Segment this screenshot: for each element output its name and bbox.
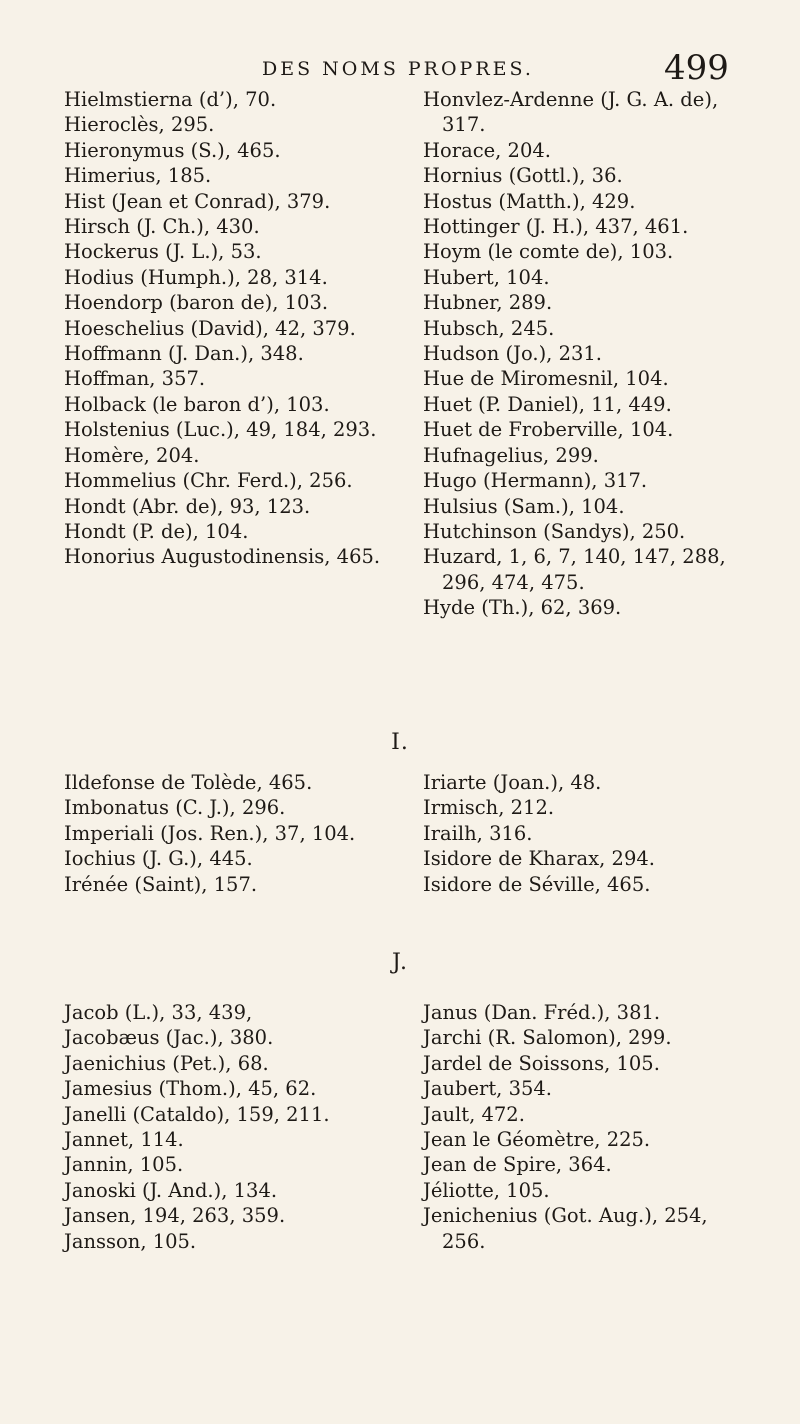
index-entry: Jéliotte, 105.: [423, 1178, 550, 1202]
section-i-left-column: [64, 770, 394, 897]
index-entry: Irailh, 316.: [423, 821, 533, 845]
index-entry: Irénée (Saint), 157.: [64, 872, 258, 896]
index-entry: Hubsch, 245.: [423, 316, 555, 340]
index-entry: Hulsius (Sam.), 104.: [423, 494, 625, 518]
index-entry: Hieronymus (S.), 465.: [64, 138, 281, 162]
index-entry: Iriarte (Joan.), 48.: [423, 771, 602, 794]
index-entry: Holstenius (Luc.), 49, 184, 293.: [64, 418, 377, 442]
index-entry: Janus (Dan. Fréd.), 381.: [423, 1001, 661, 1024]
index-entry: Hoendorp (baron de), 103.: [64, 291, 329, 315]
index-entry: Hieroclès, 295.: [64, 113, 215, 137]
index-entry: Isidore de Kharax, 294.: [423, 847, 655, 871]
index-entry: Jacobæus (Jac.), 380.: [64, 1026, 274, 1050]
index-entry: Jannet, 114.: [64, 1128, 184, 1152]
section-h-right-column: [423, 87, 753, 621]
index-entry: Jardel de Soissons, 105.: [423, 1051, 660, 1075]
index-entry: Jean le Géomètre, 225.: [423, 1128, 651, 1152]
index-entry: Jault, 472.: [423, 1102, 525, 1126]
index-entry: Isidore de Séville, 465.: [423, 872, 651, 896]
index-entry: Hist (Jean et Conrad), 379.: [64, 189, 331, 213]
index-entry: Jarchi (R. Salomon), 299.: [423, 1026, 672, 1050]
index-entry: Hubner, 289.: [423, 291, 553, 315]
index-entry: Hufnagelius, 299.: [423, 443, 599, 467]
index-entry: Hoym (le comte de), 103.: [423, 240, 674, 264]
index-entry: Janoski (J. And.), 134.: [64, 1178, 278, 1202]
index-entry: Imbonatus (C. J.), 296.: [64, 796, 286, 820]
index-entry: Jenichenius (Got. Aug.), 254, 256.: [423, 1204, 708, 1253]
index-entry: Jaenichius (Pet.), 68.: [64, 1051, 269, 1075]
index-entry: Jaubert, 354.: [423, 1077, 552, 1101]
index-entry: Honorius Augustodinensis, 465.: [64, 545, 381, 569]
index-entry: Hondt (Abr. de), 93, 123.: [64, 494, 311, 518]
section-letter-j: J.: [391, 950, 409, 975]
index-entry: Horace, 204.: [423, 138, 551, 162]
index-entry: Jamesius (Thom.), 45, 62.: [64, 1077, 317, 1101]
section-letter-i: I.: [391, 730, 409, 755]
index-entry: Huet de Froberville, 104.: [423, 418, 674, 442]
index-entry: Hottinger (J. H.), 437, 461.: [423, 215, 689, 239]
running-head: DES NOMS PROPRES.: [262, 58, 534, 80]
index-entry: Honvlez-Ardenne (J. G. A. de), 317.: [423, 88, 719, 137]
index-entry: Huzard, 1, 6, 7, 140, 147, 288, 296, 474, 475.: [423, 545, 726, 594]
index-entry: Hielmstierna (d’), 70.: [64, 88, 277, 111]
index-entry: Hornius (Gottl.), 36.: [423, 164, 623, 188]
index-entry: Hudson (Jo.), 231.: [423, 342, 602, 366]
section-h-left-column: [64, 87, 394, 570]
index-entry: Holback (le baron d’), 103.: [64, 392, 330, 416]
index-entry: Hommelius (Chr. Ferd.), 256.: [64, 469, 353, 493]
section-j-right-column: [423, 1000, 753, 1254]
index-entry: Hue de Miromesnil, 104.: [423, 367, 669, 391]
index-entry: Ildefonse de Tolède, 465.: [64, 771, 313, 794]
index-entry: Irmisch, 212.: [423, 796, 555, 820]
index-entry: Iochius (J. G.), 445.: [64, 847, 253, 871]
index-entry: Jacob (L.), 33, 439,: [64, 1001, 253, 1024]
index-entry: Hoeschelius (David), 42, 379.: [64, 316, 356, 340]
index-entry: Hugo (Hermann), 317.: [423, 469, 648, 493]
index-entry: Huet (P. Daniel), 11, 449.: [423, 392, 672, 416]
section-i-right-column: [423, 770, 753, 897]
index-entry: Hoffmann (J. Dan.), 348.: [64, 342, 304, 366]
index-entry: Hondt (P. de), 104.: [64, 519, 249, 543]
index-entry: Janelli (Cataldo), 159, 211.: [64, 1102, 330, 1126]
index-entry: Himerius, 185.: [64, 164, 212, 188]
index-entry: Homère, 204.: [64, 443, 200, 467]
index-entry: Jansen, 194, 263, 359.: [64, 1204, 286, 1228]
index-entry: Jean de Spire, 364.: [423, 1153, 612, 1177]
index-entry: Hostus (Matth.), 429.: [423, 189, 636, 213]
index-entry: Hockerus (J. L.), 53.: [64, 240, 262, 264]
section-j-left-column: [64, 1000, 394, 1254]
index-entry: Hoffman, 357.: [64, 367, 206, 391]
index-entry: Hyde (Th.), 62, 369.: [423, 596, 622, 620]
page-number: 499: [664, 48, 729, 88]
index-entry: Jannin, 105.: [64, 1153, 184, 1177]
index-entry: Jansson, 105.: [64, 1229, 197, 1253]
index-entry: Hutchinson (Sandys), 250.: [423, 519, 686, 543]
index-entry: Hirsch (J. Ch.), 430.: [64, 215, 260, 239]
index-entry: Imperiali (Jos. Ren.), 37, 104.: [64, 821, 356, 845]
index-entry: Hubert, 104.: [423, 265, 550, 289]
index-entry: Hodius (Humph.), 28, 314.: [64, 265, 328, 289]
